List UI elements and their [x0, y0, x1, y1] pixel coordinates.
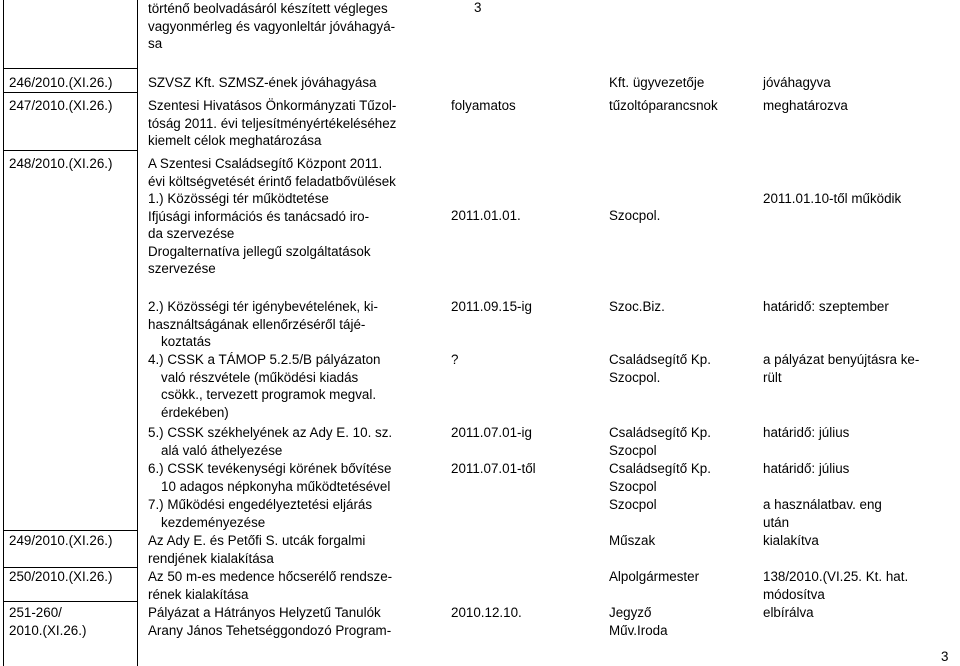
item-line: való részvétele (működési kiadás [161, 369, 359, 385]
item-responsible: Szocpol [609, 497, 657, 512]
item-responsible: Szoc.Biz. [609, 299, 665, 314]
row-description-line: Pályázat a Hátrányos Helyzetű Tanulók [148, 605, 381, 620]
item-deadline: 2011.09.15-ig [451, 299, 532, 314]
item-responsible-line: Szocpol [609, 478, 657, 494]
row-description-line: vagyonmérleg és vagyonleltár jóváhagyá- [148, 18, 396, 34]
row-status [763, 568, 908, 603]
list-item [148, 190, 371, 278]
row-responsible-line: Jegyző [609, 605, 652, 620]
row-id [9, 604, 86, 639]
row-status: jóváhagyva [763, 75, 831, 90]
row-responsible: Alpolgármester [609, 569, 700, 584]
row-responsible: Kft. ügyvezetője [609, 75, 705, 90]
item-responsible-line: Szocpol [609, 442, 657, 458]
item-line: 6.) CSSK tevékenységi körének bővítése [148, 461, 392, 476]
item-responsible-line: Szocpol. [609, 369, 661, 385]
item-responsible-line: Családsegítő Kp. [609, 425, 711, 440]
item-line: használtságának ellenőrzéséről tájé- [148, 316, 366, 332]
item-line: Ifjúsági információs és tanácsadó iro- [148, 208, 370, 224]
item-line: csökk., tervezett programok megval. [161, 387, 377, 402]
page-number-top: 3 [474, 0, 482, 15]
row-id: 250/2010.(XI.26.) [9, 569, 113, 584]
row-status-line: 138/2010.(VI.25. Kt. hat. [763, 569, 909, 584]
row-responsible-line: Műv.Iroda [609, 622, 668, 638]
item-deadline: 2011.07.01-ig [451, 425, 532, 440]
item-status: határidő: szeptember [763, 299, 889, 314]
row-responsible: tűzoltóparancsnok [609, 98, 718, 113]
row-description-line: Az Ady E. és Petőfi S. utcák forgalmi [148, 533, 366, 548]
item-line: 2.) Közösségi tér igénybevételének, ki- [148, 299, 378, 314]
row-description-line: tóság 2011. évi teljesítményértékeléséhez [148, 115, 397, 131]
item-line: érdekében) [161, 404, 229, 420]
list-item [148, 351, 441, 421]
item-line: alá való áthelyezése [161, 442, 283, 458]
row-responsible: Műszak [609, 533, 656, 548]
item-line: 5.) CSSK székhelyének az Ady E. 10. sz. [148, 425, 393, 440]
row-description [148, 568, 441, 603]
item-deadline: 2011.01.01. [451, 208, 521, 223]
item-responsible [609, 424, 711, 459]
item-line: 1.) Közösségi tér működtetése [148, 191, 329, 206]
item-responsible [609, 351, 711, 386]
item-line: 7.) Működési engedélyeztetési eljárás [148, 497, 373, 512]
row-responsible [609, 604, 668, 639]
row-description-line: rének kialakítása [148, 586, 249, 602]
row-description [148, 97, 440, 150]
list-item [148, 496, 441, 531]
item-responsible-line: Családsegítő Kp. [609, 461, 711, 476]
row-id-line: 251-260/ [9, 605, 62, 620]
item-status-line: a használatbav. eng [763, 497, 882, 512]
table-row [148, 0, 395, 53]
item-deadline: ? [451, 352, 459, 367]
row-id: 247/2010.(XI.26.) [9, 98, 113, 113]
row-description-line: rendjének kialakítása [148, 550, 274, 566]
item-line: 4.) CSSK a TÁMOP 5.2.5/B pályázaton [148, 352, 381, 367]
row-description-line: Az 50 m-es medence hőcserélő rendsze- [148, 569, 393, 584]
row-description-line: évi költségvetését érintő feladatbővülések [148, 173, 396, 189]
item-line: szervezése [148, 261, 216, 276]
row-id: 246/2010.(XI.26.) [9, 75, 113, 90]
item-line: koztatás [161, 334, 211, 349]
row-description [148, 155, 396, 190]
row-description-line: kiemelt célok meghatározása [148, 133, 322, 148]
item-status [763, 351, 919, 386]
row-description-line: Arany János Tehetséggondozó Program- [148, 622, 392, 638]
row-id: 249/2010.(XI.26.) [9, 533, 113, 548]
row-description [148, 532, 441, 567]
row-deadline: 2010.12.10. [451, 605, 522, 620]
row-description-line: történő beolvadásáról készített végleges [148, 1, 388, 16]
row-description-line: A Szentesi Családsegítő Központ 2011. [148, 156, 383, 171]
row-description: SZVSZ Kft. SZMSZ-ének jóváhagyása [148, 75, 377, 90]
list-item [148, 424, 441, 459]
row-id-line: 2010.(XI.26.) [9, 622, 87, 638]
item-line: da szervezése [148, 226, 235, 241]
item-status: határidő: július [763, 461, 850, 476]
item-line: kezdeményezése [161, 514, 266, 530]
item-status: 2011.01.10-től működik [763, 191, 902, 206]
item-status [763, 496, 882, 531]
page-number-bottom: 3 [941, 649, 949, 664]
item-status: határidő: július [763, 425, 850, 440]
row-description-line: sa [148, 36, 163, 51]
item-line: Drogalternatíva jellegű szolgáltatások [148, 243, 371, 259]
list-item [148, 460, 441, 495]
item-responsible [609, 460, 711, 495]
row-status: kialakítva [763, 533, 819, 548]
item-status-line: rült [763, 369, 782, 385]
row-deadline: folyamatos [451, 98, 516, 113]
row-description-line: Szentesi Hivatásos Önkormányzati Tűzol- [148, 98, 397, 113]
item-status-line: a pályázat benyújtásra ke- [763, 352, 920, 367]
item-line: 10 adagos népkonyha működtetésével [161, 478, 391, 494]
row-status: meghatározva [763, 98, 848, 113]
row-id: 248/2010.(XI.26.) [9, 156, 113, 171]
item-status-line: után [763, 514, 790, 530]
row-status: elbírálva [763, 605, 814, 620]
item-responsible: Szocpol. [609, 208, 661, 223]
item-deadline: 2011.07.01-től [451, 461, 536, 476]
row-status-line: módosítva [763, 586, 825, 602]
item-responsible-line: Családsegítő Kp. [609, 352, 711, 367]
row-description [148, 604, 441, 639]
list-item [148, 298, 441, 351]
